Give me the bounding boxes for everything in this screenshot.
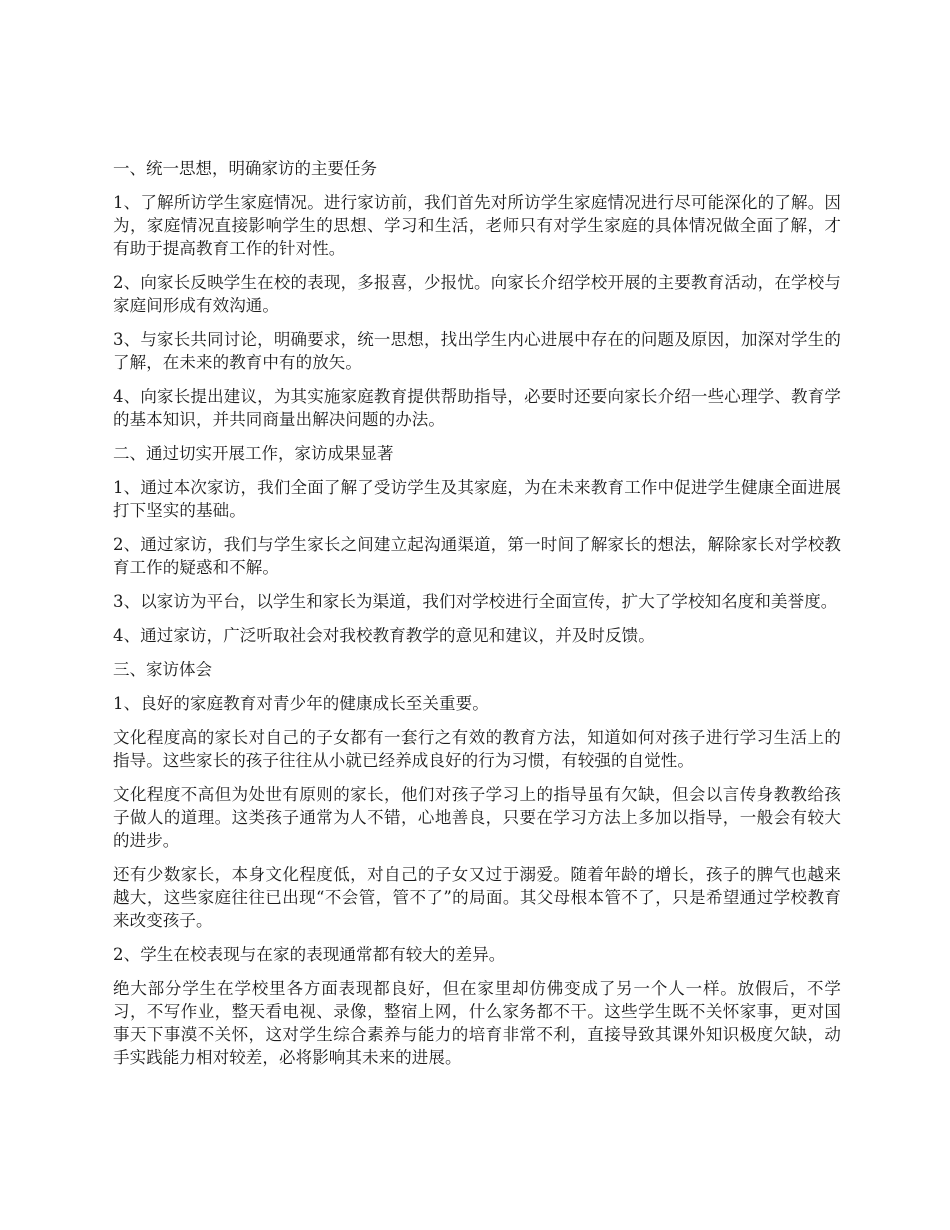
paragraph: 文化程度高的家长对自己的子女都有一套行之有效的教育方法，知道如何对孩子进行学习生活上的指导。这些家长的孩子往往从小就已经养成良好的行为习惯，有较强的自觉性。 bbox=[113, 728, 841, 770]
paragraph: 2、学生在校表现与在家的表现通常都有较大的差异。 bbox=[113, 945, 506, 964]
section-heading-3: 三、家访体会 bbox=[113, 660, 212, 679]
paragraph: 文化程度不高但为处世有原则的家长，他们对孩子学习上的指导虽有欠缺，但会以言传身教教给孩子做人的道理。这类孩子通常为人不错，心地善良，只要在学习方法上多加以指导，一般会有较大的进步。 bbox=[113, 785, 841, 850]
paragraph: 还有少数家长，本身文化程度低，对自己的子女又过于溺爱。随着年龄的增长，孩子的脾气也越来越大，这些家庭往往已出现“不会管，管不了”的局面。其父母根本管不了，只是希望通过学校教育来改变孩子。 bbox=[113, 865, 841, 930]
paragraph: 3、以家访为平台，以学生和家长为渠道，我们对学校进行全面宣传，扩大了学校知名度和美誉度。 bbox=[113, 592, 838, 611]
section-heading-2: 二、通过切实开展工作，家访成果显著 bbox=[113, 444, 394, 463]
paragraph: 1、良好的家庭教育对青少年的健康成长至关重要。 bbox=[113, 694, 489, 713]
paragraph: 1、通过本次家访，我们全面了解了受访学生及其家庭，为在未来教育工作中促进学生健康全面进展打下坚实的基础。 bbox=[113, 478, 841, 520]
paragraph: 绝大部分学生在学校里各方面表现都良好，但在家里却仿佛变成了另一个人一样。放假后，不学习，不写作业，整天看电视、录像，整宿上网，什么家务都不干。这些学生既不关怀家事，更对国事天下事漠不关怀，这对学生综合素养与能力的培育非常不利，直接导致其课外知识极度欠缺，动手实践能力相对较差，必将影响其未来的进展。 bbox=[113, 979, 841, 1067]
paragraph: 2、通过家访，我们与学生家长之间建立起沟通渠道，第一时间了解家长的想法，解除家长对学校教育工作的疑惑和不解。 bbox=[113, 535, 841, 577]
paragraph: 2、向家长反映学生在校的表现，多报喜，少报忧。向家长介绍学校开展的主要教育活动，在学校与家庭间形成有效沟通。 bbox=[113, 273, 841, 315]
paragraph: 4、向家长提出建议，为其实施家庭教育提供帮助指导，必要时还要向家长介绍一些心理学、教育学的基本知识，并共同商量出解决问题的办法。 bbox=[113, 387, 841, 429]
paragraph: 4、通过家访，广泛听取社会对我校教育教学的意见和建议，并及时反馈。 bbox=[113, 626, 655, 645]
paragraph: 1、了解所访学生家庭情况。进行家访前，我们首先对所访学生家庭情况进行尽可能深化的了解。因为，家庭情况直接影响学生的思想、学习和生活，老师只有对学生家庭的具体情况做全面了解，才有助于提高教育工作的针对性。 bbox=[113, 193, 841, 258]
section-heading-1: 一、统一思想，明确家访的主要任务 bbox=[113, 159, 377, 178]
paragraph: 3、与家长共同讨论，明确要求，统一思想，找出学生内心进展中存在的问题及原因，加深对学生的了解，在未来的教育中有的放矢。 bbox=[113, 330, 841, 372]
document-body bbox=[113, 157, 841, 1080]
